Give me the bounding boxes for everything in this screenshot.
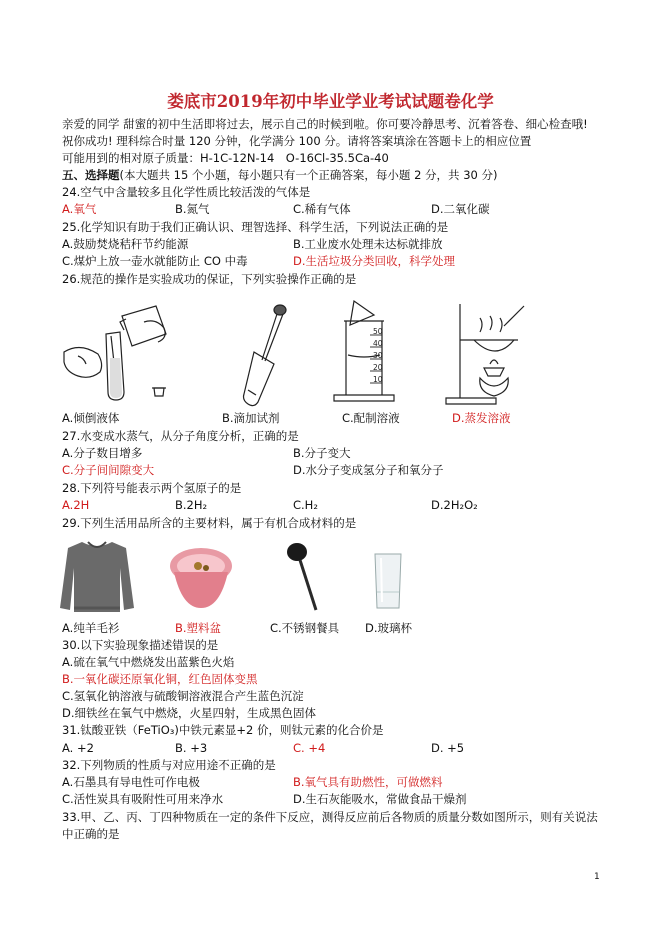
q29-option-c: C.不锈钢餐具 xyxy=(270,621,340,635)
glass-cup-photo xyxy=(372,552,404,612)
section-heading xyxy=(62,168,498,183)
q30-option-c: C.氢氧化钠溶液与硫酸铜溶液混合产生蓝色沉淀 xyxy=(62,689,304,703)
q24-option-a: A.氧气 xyxy=(62,202,97,216)
q28-option-c: C.H₂ xyxy=(293,498,318,512)
steel-ladle-photo xyxy=(280,540,330,615)
q33-stem-line-1: 33.甲、乙、丙、丁四种物质在一定的条件下反应，测得反应前后各物质的质量分数如图所示，则有关说法 xyxy=(62,810,598,824)
q27-option-a: A.分子数目增多 xyxy=(62,446,143,460)
q30-option-d: D.细铁丝在氧气中燃烧，火星四射，生成黑色固体 xyxy=(62,706,317,720)
q27-stem: 27.水变成水蒸气，从分子角度分析，正确的是 xyxy=(62,429,299,443)
dropper-tube-figure xyxy=(240,300,300,410)
q30-option-a: A.硫在氧气中燃烧发出蓝紫色火焰 xyxy=(62,655,235,669)
measuring-cylinder-figure xyxy=(330,295,405,410)
q32-stem: 32.下列物质的性质与对应用途不正确的是 xyxy=(62,758,276,772)
q25-option-c: C.煤炉上放一壶水就能防止 CO 中毒 xyxy=(62,254,248,268)
q31-option-c: C. +4 xyxy=(293,741,326,755)
q27-option-d: D.水分子变成氢分子和氧分子 xyxy=(293,463,444,477)
q26-option-c: C.配制溶液 xyxy=(342,411,400,425)
q30-option-b: B.一氧化碳还原氧化铜，红色固体变黑 xyxy=(62,672,258,686)
wool-sweater-photo xyxy=(60,538,135,616)
q24-option-d: D.二氧化碳 xyxy=(431,202,490,216)
q25-stem: 25.化学知识有助于我们正确认识、理智选择、科学生活，下列说法正确的是 xyxy=(62,220,449,234)
q26-stem: 26.规范的操作是实验成功的保证，下列实验操作正确的是 xyxy=(62,272,357,286)
q27-option-c: C.分子间间隙变大 xyxy=(62,463,155,477)
q28-option-d: D.2H₂O₂ xyxy=(431,498,478,512)
plastic-basin-photo xyxy=(168,544,234,614)
intro-line-2: 祝你成功! 理科综合时量 120 分钟，化学满分 100 分。请将答案填涂在答题卡上的相应位置 xyxy=(62,134,532,148)
intro-line-1: 亲爱的同学 甜蜜的初中生活即将过去，展示自己的时候到啦。你可要冷静思考、沉着答卷、细心检查哦! xyxy=(62,117,588,131)
cylinder-tick-40: 40 xyxy=(373,339,383,348)
q32-option-d: D.生石灰能吸水，常做食品干燥剂 xyxy=(293,792,467,806)
pouring-liquid-figure xyxy=(60,292,175,407)
q29-option-a: A.纯羊毛衫 xyxy=(62,621,120,635)
q28-option-b: B.2H₂ xyxy=(175,498,208,512)
q26-option-a: A.倾倒液体 xyxy=(62,411,120,425)
q31-option-a: A. +2 xyxy=(62,741,94,755)
q29-option-b: B.塑料盆 xyxy=(175,621,222,635)
q32-option-a: A.石墨具有导电性可作电极 xyxy=(62,775,200,789)
q28-option-a: A.2H xyxy=(62,498,90,512)
q26-option-b: B.滴加试剂 xyxy=(222,411,280,425)
q25-option-d: D.生活垃圾分类回收，科学处理 xyxy=(293,254,456,268)
page-number: 1 xyxy=(594,872,600,882)
q33-stem-line-2: 中正确的是 xyxy=(62,827,120,841)
q24-option-c: C.稀有气体 xyxy=(293,202,351,216)
q32-option-b: B.氧气具有助燃性，可做燃料 xyxy=(293,775,443,789)
q28-stem: 28.下列符号能表示两个氢原子的是 xyxy=(62,481,242,495)
cylinder-tick-10: 10 xyxy=(373,375,383,384)
q31-stem: 31.钛酸亚铁（FeTiO₃)中铁元素显+2 价，则钛元素的化合价是 xyxy=(62,723,384,737)
q26-option-d: D.蒸发溶液 xyxy=(452,411,511,425)
page-title: 娄底市2019年初中毕业学业考试试题卷化学 xyxy=(167,92,494,111)
section-desc: (本大题共 15 个小题，每小题只有一个正确答案，每小题 2 分，共 30 分) xyxy=(119,168,498,182)
q25-option-a: A.鼓励焚烧秸秆节约能源 xyxy=(62,237,189,251)
q25-option-b: B.工业废水处理未达标就排放 xyxy=(293,237,443,251)
cylinder-tick-20: 20 xyxy=(373,363,383,372)
q31-option-b: B. +3 xyxy=(175,741,208,755)
q31-option-d: D. +5 xyxy=(431,741,465,755)
q29-option-d: D.玻璃杯 xyxy=(365,621,413,635)
q27-option-b: B.分子变大 xyxy=(293,446,351,460)
q32-option-c: C.活性炭具有吸附性可用来净水 xyxy=(62,792,224,806)
cylinder-tick-30: 30 xyxy=(373,351,383,360)
evaporation-figure xyxy=(440,298,530,408)
atomic-mass-line: 可能用到的相对原子质量：H-1C-12N-14 O-16Cl-35.5Ca-40 xyxy=(62,151,389,165)
q24-stem: 24.空气中含量较多且化学性质比较活泼的气体是 xyxy=(62,185,311,199)
q24-option-b: B.氮气 xyxy=(175,202,210,216)
q29-stem: 29.下列生活用品所含的主要材料，属于有机合成材料的是 xyxy=(62,516,357,530)
cylinder-tick-50: 50 xyxy=(373,327,383,336)
q30-stem: 30.以下实验现象描述错误的是 xyxy=(62,638,219,652)
section-label: 五、选择题 xyxy=(62,168,120,182)
